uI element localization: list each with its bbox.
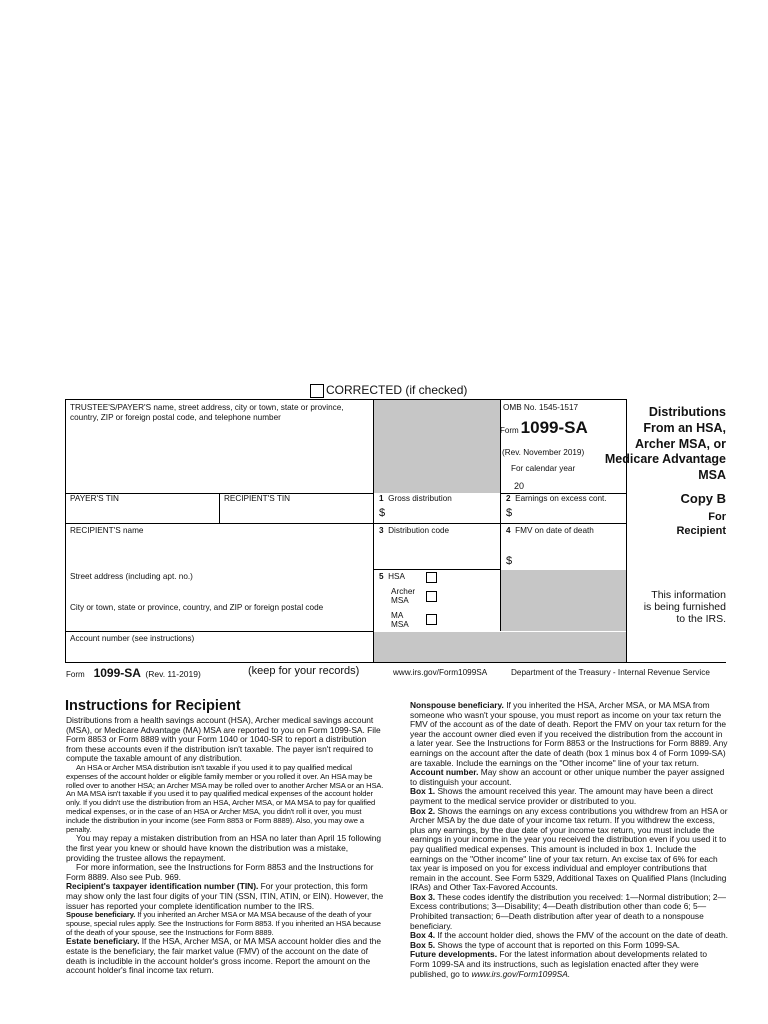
box3-number: 3 (379, 526, 384, 535)
payer-tin-field[interactable] (66, 505, 218, 522)
form-word: Form (500, 426, 519, 435)
furnished-line-1: This information (651, 589, 726, 601)
form-number-block (500, 418, 588, 438)
street-address-field[interactable] (66, 583, 372, 601)
estate-body: If the HSA, Archer MSA, or MA MSA account holder dies and the estate is the beneficiary, the fair market value (FMV) of the account on the date of death is includible in the account holder's gross income. Report the amount on the account holder's final income tax return. (66, 936, 381, 976)
box4-dollar: $ (506, 555, 513, 567)
box4-fmv-field[interactable] (515, 552, 624, 568)
instructions-left-column (66, 716, 384, 976)
form-footer (66, 664, 201, 682)
intro-paragraph: Distributions from a health savings account (HSA), Archer medical savings account (MSA), or Medicare Advantage (MA) MSA are reported to you on Form 1099-SA. File Form 8853 or Form 8889 with your Form 1040 or 1040-SR to report a distribution from these accounts even if the distribution isn't taxable. The payer isn't required to compute the taxable amount of any distribution. (66, 715, 381, 764)
footer-rev: (Rev. 11-2019) (145, 669, 201, 679)
archer-line-2: MSA (391, 596, 409, 605)
form-title (605, 405, 726, 484)
box3-text: Distribution code (388, 526, 450, 535)
footer-form-word: Form (66, 670, 85, 679)
nonspouse-body: If you inherited the HSA, Archer MSA, or MA MSA from someone who wasn't your spouse, you must report as income on your tax return the FMV of the account as of the date of death. Report the FMV on your tax return for the year the account owner died even if you received the distribution from the account in a later year. See the Instructions for Form 8853 or the Instructions for Form 8889. Any earnings on the account after the date of death (box 1 minus box 4 of Form 1099-SA) are taxable. Include the earnings on the "Other income" line of your tax return. (410, 700, 728, 768)
archer-line-1: Archer (391, 587, 416, 596)
footer-form-number: 1099-SA (93, 666, 141, 680)
box5-number: 5 (379, 572, 384, 581)
furnished-line-2: is being furnished (643, 600, 726, 613)
title-line-1: Distributions (648, 405, 726, 419)
box5-hsa-text: HSA (388, 572, 405, 581)
box1-body: Shows the amount received this year. The amount may have been a direct payment to the medical service provider or distributed to you. (410, 786, 713, 806)
box4-label (506, 526, 594, 536)
box2-label (506, 494, 607, 504)
shaded-area-box5 (501, 570, 626, 631)
repay-paragraph: You may repay a mistaken distribution from an HSA no later than April 15 following the first year you knew or should have known the distribution was a mistake, providing the trustee allows the repayment. (66, 833, 382, 863)
tin-heading: Recipient's taxpayer identification number (TIN). (66, 881, 259, 892)
footer-keep-records: (keep for your records) (248, 665, 360, 677)
payer-name-label: TRUSTEE'S/PAYER'S name, street address, city or town, state or province, country, ZIP or foreign postal code, and telephone number (70, 403, 344, 422)
taxability-paragraph: An HSA or Archer MSA distribution isn't taxable if you used it to pay qualified medical expenses of the account holder or eligible family member or you rolled it over. An HSA may be rolled over to another HSA; an Archer MSA may be rolled over to another Archer MSA or an HSA. An MA MSA isn't taxable if you used it to pay qualified medical expenses of the account holder only. If you didn't use the distribution from an HSA, Archer MSA, or MA MSA to pay for qualified medical expenses, or in the case of an HSA or Archer MSA, you didn't roll it over, you must include the distribution in your income (see Form 8853 or Form 8889). Also, you may owe a penalty. (66, 762, 384, 834)
copy-recipient: Recipient (676, 525, 726, 537)
box5-body: Shows the type of account that is reported on this Form 1099-SA. (437, 939, 681, 950)
recipient-name-label: RECIPIENT'S name (70, 526, 144, 535)
furnished-line-3: to the IRS. (676, 612, 726, 625)
box1-gross-distribution-field[interactable] (388, 505, 498, 522)
box1-text: Gross distribution (388, 494, 452, 503)
box2-earnings-field[interactable] (515, 505, 624, 522)
box4-number: 4 (506, 526, 511, 535)
recipient-name-field[interactable] (66, 538, 372, 568)
copy-b-title: Copy B (680, 491, 726, 506)
box4-text: FMV on date of death (515, 526, 594, 535)
title-line-5: MSA (698, 468, 726, 483)
account-number-field[interactable] (66, 645, 372, 661)
spouse-heading: Spouse beneficiary. (66, 910, 136, 920)
shaded-area-account (374, 632, 626, 662)
future-paragraph (410, 950, 728, 979)
omb-number: OMB No. 1545-1517 (503, 403, 579, 412)
box1-heading: Box 1. (410, 786, 436, 797)
box5-hsa-label (379, 572, 405, 582)
box2-paragraph (410, 807, 728, 893)
box1-label (379, 494, 452, 504)
tin-body: For your protection, this form may show only the last four digits of your TIN (SSN, ITIN, ATIN, or EIN). However, the issuer has reported your complete identification number to the IRS. (66, 881, 384, 911)
payer-name-field[interactable] (66, 425, 372, 492)
nonspouse-heading: Nonspouse beneficiary. (410, 700, 504, 710)
box2-text: Earnings on excess cont. (515, 494, 607, 503)
box3-distribution-code-field[interactable] (375, 538, 499, 568)
account-heading: Account number. (410, 767, 479, 778)
future-link[interactable]: www.irs.gov/Form1099SA. (471, 968, 571, 979)
box2-heading: Box 2. (410, 805, 436, 816)
form-top-line (65, 399, 627, 400)
box2-body: Shows the earnings on any excess contributions you withdrew from an HSA or Archer MSA by the due date of your income tax return. If you withdrew the excess, plus any earnings, by the due date of your income tax return, you must include the earnings in your income in the year you received the distribution even if you used it to pay qualified medical expenses. This amount is included in box 1. Include the earnings on the "Other income" line of your tax return. An excise tax of 6% for each tax year is imposed on you for excess individual and employer contributions that remain in the account. See Form 5329, Additional Taxes on Qualified Plans (Including IRAs) and Other Tax-Favored Accounts. (410, 805, 728, 893)
tin-paragraph (66, 882, 384, 911)
ma-line-1: MA (391, 611, 404, 620)
box2-dollar: $ (506, 507, 513, 519)
instructions-heading: Instructions for Recipient (65, 698, 241, 714)
spouse-paragraph (66, 911, 384, 937)
nonspouse-paragraph (410, 701, 728, 768)
form-number: 1099-SA (520, 418, 588, 437)
title-line-3: Archer MSA, or (635, 436, 726, 451)
ma-msa-checkbox[interactable] (426, 614, 437, 625)
box3-heading: Box 3. (410, 891, 436, 902)
spouse-body: If you inherited an Archer MSA or MA MSA because of the death of your spouse, special rules apply. See the Instructions for Form 8853. If you inherited an HSA because of the death of your spouse, see the Instructions for Form 8889. (66, 910, 381, 937)
city-field[interactable] (66, 614, 372, 630)
street-address-label: Street address (including apt. no.) (70, 572, 193, 581)
recipient-tin-label: RECIPIENT'S TIN (224, 494, 291, 503)
year-field[interactable] (528, 478, 568, 492)
city-label: City or town, state or province, country, and ZIP or foreign postal code (70, 603, 324, 612)
year-prefix: 20 (514, 481, 525, 491)
revision-date: (Rev. November 2019) (502, 448, 585, 457)
box3-label (379, 526, 449, 536)
corrected-checkbox[interactable] (310, 384, 324, 398)
box4-body: If the account holder died, shows the FMV of the account on the date of death. (437, 930, 728, 941)
box5-archer-label (391, 587, 415, 605)
box2-number: 2 (506, 494, 511, 503)
box1-dollar: $ (379, 507, 386, 519)
estate-paragraph (66, 937, 384, 975)
account-body: May show an account or other unique number the payer assigned to distinguish your account. (410, 767, 725, 787)
future-heading: Future developments. (410, 949, 498, 960)
recipient-tin-field[interactable] (220, 505, 372, 522)
ma-line-2: MSA (391, 620, 409, 629)
box3-body: These codes identify the distribution you received: 1—Normal distribution; 2—Excess contributions; 3—Disability; 4—Death distribution other than code 6; 5—Prohibited transaction; 6—Death distribution after year of death to a nonspouse beneficiary. (410, 891, 726, 931)
account-paragraph (410, 768, 728, 787)
furnished-note (644, 590, 726, 625)
footer-url: www.irs.gov/Form1099SA (393, 668, 488, 677)
box1-number: 1 (379, 494, 384, 503)
future-body: For the latest information about developments related to Form 1099-SA and its instructions, such as legislation enacted after they were published, go to (410, 949, 707, 979)
box5-heading: Box 5. (410, 939, 436, 950)
box5-ma-label (391, 611, 409, 629)
corrected-label: CORRECTED (if checked) (326, 383, 468, 397)
calendar-year-label: For calendar year (511, 464, 576, 473)
hsa-checkbox[interactable] (426, 572, 437, 583)
footer-department: Department of the Treasury - Internal Revenue Service (511, 668, 710, 677)
copy-for: For (708, 511, 726, 523)
box3-paragraph (410, 893, 728, 931)
shaded-area-top (374, 400, 500, 493)
box1-paragraph (410, 787, 728, 806)
estate-heading: Estate beneficiary. (66, 936, 140, 947)
archer-msa-checkbox[interactable] (426, 591, 437, 602)
account-number-label: Account number (see instructions) (70, 634, 195, 643)
payer-tin-label: PAYER'S TIN (70, 494, 119, 503)
title-line-4: Medicare Advantage (604, 452, 726, 467)
more-info-paragraph: For more information, see the Instructions for Form 8853 and the Instructions for Form 8889. Also see Pub. 969. (66, 862, 374, 882)
title-line-2: From an HSA, (643, 420, 726, 435)
box4-heading: Box 4. (410, 930, 436, 941)
instructions-right-column (410, 701, 728, 979)
